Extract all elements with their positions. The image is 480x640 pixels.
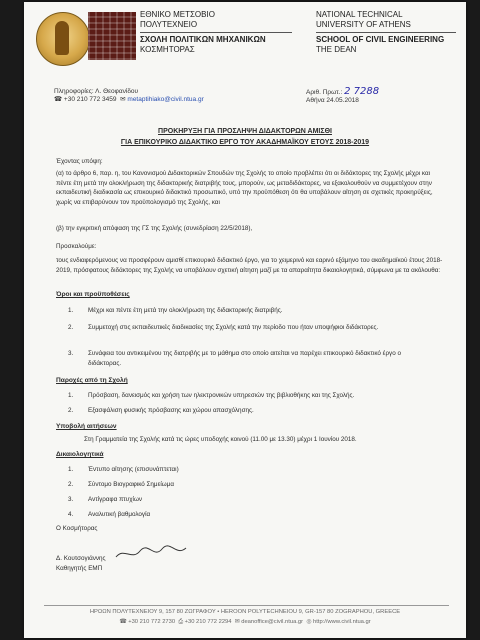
footer-phone: +30 210 772 2730	[128, 619, 176, 625]
footer-divider	[44, 605, 449, 606]
header-left-line-1: ΕΘΝΙΚΟ ΜΕΤΣΟΒΙΟ	[140, 10, 215, 19]
protocol-number: 2 7288	[344, 86, 380, 97]
protocol-date: Αθήνα 24.05.2018	[306, 97, 359, 104]
terms-heading: Όροι και προϋποθέσεις	[56, 291, 130, 298]
contact-phone: +30 210 772 3459	[63, 96, 117, 103]
having-regard-label: Έχοντας υπόψη:	[56, 158, 103, 165]
email-icon: ✉	[234, 619, 240, 625]
header-left	[140, 10, 292, 55]
contact-info	[54, 88, 204, 104]
signature-name: Δ. Κουτσογιάννης	[56, 555, 106, 562]
header-left-line-4: ΚΟΣΜΗΤΟΡΑΣ	[140, 45, 195, 54]
header-right-line-4: THE DEAN	[316, 45, 357, 54]
footer-contacts	[24, 619, 466, 626]
documents-heading: Δικαιολογητικά	[56, 451, 104, 458]
globe-icon: ◎	[306, 619, 312, 625]
header-right-rule	[316, 32, 456, 33]
footer-address: ΗΡΩΩΝ ΠΟΛΥΤΕΧΝΕΙΟΥ 9, 157 80 ΖΩΓΡΑΦΟΥ • HEROON POLYTECHNEIOU 9, GR-157 80 ZOGRAPHOU, GREECE	[89, 609, 401, 615]
phone-icon: ☎	[119, 619, 127, 625]
paragraph-invite: τους ενδιαφερόμενους να προσφέρουν αμισθί επικουρικό διδακτικό έργο, για το χειμερινό και εαρινό εξάμηνο του ακαδημαϊκού έτους 2018-2019, πρόσφατους διδάκτορες της Σχολής να υποβάλουν σχετική αίτηση μαζί με τα απαραίτητα δικαιολογητικά, σύμφωνα με τα ακόλουθα:	[56, 257, 443, 274]
footer-web[interactable]: http://www.civil.ntua.gr	[313, 619, 371, 625]
header-left-line-2: ΠΟΛΥΤΕΧΝΕΙΟ	[140, 20, 198, 29]
signature-role: Ο Κοσμήτορας	[56, 525, 98, 532]
protocol-label: Αριθ. Πρωτ.:	[306, 89, 343, 96]
paragraph-b: (β) την εγκριτική απόφαση της ΓΣ της Σχολής (συνεδρίαση 22/5/2018),	[56, 225, 253, 232]
provisions-heading: Παροχές από τη Σχολή	[56, 377, 128, 384]
announcement-title: ΠΡΟΚΗΡΥΞΗ ΓΙΑ ΠΡΟΣΛΗΨΗ ΔΙΔΑΚΤΟΡΩΝ ΑΜΙΣΘΙ	[158, 128, 332, 135]
footer-email[interactable]: deanoffice@civil.ntua.gr	[241, 619, 304, 625]
protocol-block	[306, 88, 379, 105]
header-right-line-3: SCHOOL OF CIVIL ENGINEERING	[316, 35, 445, 44]
document-page: ΕΘΝΙΚΟ ΜΕΤΣΟΒΙΟ ΠΟΛΥΤΕΧΝΕΙΟ ΣΧΟΛΗ ΠΟΛΙΤΙΚΩΝ ΜΗΧΑΝΙΚΩΝ ΚΟΣΜΗΤΟΡΑΣ NATIONAL TECHNICAL UNIVERSITY OF ATHENS SCHOOL OF CIVIL ENGINEERING THE DEAN Πληροφορίες: Λ. Θεοφανίδου ☎ +30 210 772 3459 ✉ metaptihiako@civil.ntua.gr Αριθ. Πρωτ.: 2 7288 Αθήνα 24.05.2018 ΠΡΟΚΗΡΥΞΗ ΓΙΑ ΠΡΟΣΛΗΨΗ ΔΙΔΑΚΤΟΡΩΝ ΑΜΙΣΘΙ ΓΙΑ ΕΠΙΚΟΥΡΙΚΟ ΔΙΔΑΚΤΙΚΟ ΕΡΓΟ ΤΟΥ ΑΚΑΔΗΜΑΪΚΟΥ ΕΤΟΥΣ 2018-2019 Έχοντας υπόψη: (α) το άρθρο 6, παρ. η, του Κανονισμού Διδακτορικών Σπουδών της Σχολής το οποίο προβλέπει ότι οι διδάκτορες της Σχολής μέχρι και πέντε έτη μετά την ολοκλήρωση της διδακτορικής διατριβής τους, μπορούν, ως μεταδιδάκτορες, να εξακολουθούν να συμμετέχουν στην εκπαιδευτική διαδικασία ως επικουρικό διδακτικό προσωπικό, υπό την προϋπόθεση ότι θα υποβάλουν αίτηση σε σχετικές προκηρύξεις, χωρίς να επιβαρύνουν τον προϋπολογισμό της Σχολής, και (β) την εγκριτική απόφαση της ΓΣ της Σχολής (συνεδρίαση 22/5/2018), Προσκαλούμε: τους ενδιαφερόμενους να προσφέρουν αμισθί επικουρικό διδακτικό έργο, για το χειμερινό και εαρινό εξάμηνο του ακαδημαϊκού έτους 2018-2019, πρόσφατους διδάκτορες της Σχολής να υποβάλουν σχετική αίτηση μαζί με τα απαραίτητα δικαιολογητικά, σύμφωνα με τα ακόλουθα: Όροι και προϋποθέσεις 1. Μέχρι και πέντε έτη μετά την ολοκλήρωση της διδακτορικής διατριβής. 2. Συμμετοχή στις εκπαιδευτικές διαδικασίες της Σχολής κατά την περίοδο που ήταν υποψήφιοι διδάκτορες. 3. Συνάφεια του αντικειμένου της διατριβής με το μάθημα στο οποίο αιτείται να παρέχει επικουρικό διδακτικό έργο ο διδάκτορας. Παροχές από τη Σχολή 1. Πρόσβαση, δανεισμός και χρήση των ηλεκτρονικών υπηρεσιών της βιβλιοθήκης και της Σχολής. 2. Εξασφάλιση φυσικής πρόσβασης και χώρου απασχόλησης. Υποβολή αιτήσεων Στη Γραμματεία της Σχολής κατά τις ώρες υποδοχής κοινού (11.00 με 13.30) μέχρι 1 Ιουνίου 2018. Δικαιολογητικά 1. Έντυπο αίτησης (επισυνάπτεται) 2. Σύντομο Βιογραφικό Σημείωμα 3. Αντίγραφα πτυχίων 4. Αναλυτική βαθμολογία Ο Κοσμήτορας Δ. Κουτσογιάννης Καθηγητής ΕΜΠ ΗΡΩΩΝ ΠΟΛΥΤΕΧΝΕΙΟΥ 9, 157 80 ΖΩΓΡΑΦΟΥ • HEROON POLYTECHNEIOU 9, GR-157 80 ZOGRAPHOU, GREECE ☎ +30 210 772 2730 ⎙ +30 210 772 2294 ✉ deanoffice@civil.ntua.gr ◎ http://www.civil.ntua.gr	[24, 2, 466, 638]
contact-email[interactable]: metaptihiako@civil.ntua.gr	[127, 96, 204, 103]
signature-title: Καθηγητής ΕΜΠ	[56, 565, 103, 572]
header-right-line-1: NATIONAL TECHNICAL	[316, 10, 403, 19]
ntua-seal-logo	[36, 12, 90, 66]
phone-icon: ☎	[54, 96, 63, 103]
header-left-line-3: ΣΧΟΛΗ ΠΟΛΙΤΙΚΩΝ ΜΗΧΑΝΙΚΩΝ	[140, 35, 266, 44]
footer-fax: +30 210 772 2294	[184, 619, 232, 625]
applications-heading: Υποβολή αιτήσεων	[56, 423, 117, 430]
fax-icon: ⎙	[178, 619, 183, 625]
announcement-subtitle: ΓΙΑ ΕΠΙΚΟΥΡΙΚΟ ΔΙΔΑΚΤΙΚΟ ΕΡΓΟ ΤΟΥ ΑΚΑΔΗΜΑΪΚΟΥ ΕΤΟΥΣ 2018-2019	[120, 139, 370, 146]
invite-label: Προσκαλούμε:	[56, 243, 97, 250]
email-icon: ✉	[120, 96, 126, 103]
applications-text: Στη Γραμματεία της Σχολής κατά τις ώρες υποδοχής κοινού (11.00 με 13.30) μέχρι 1 Ιουνίου 2018.	[84, 436, 357, 443]
school-emblem-logo	[88, 12, 136, 60]
info-label: Πληροφορίες: Λ. Θεοφανίδου	[54, 88, 139, 95]
header-right-line-2: UNIVERSITY OF ATHENS	[316, 20, 411, 29]
header-right	[316, 10, 456, 55]
paragraph-a: (α) το άρθρο 6, παρ. η, του Κανονισμού Διδακτορικών Σπουδών της Σχολής το οποίο προβλέπει ότι οι διδάκτορες της Σχολής μέχρι και πέντε έτη μετά την ολοκλήρωση της διδακτορικής διατριβής τους, μπορούν, ως μεταδιδάκτορες, να εξακολουθούν να συμμετέχουν στην εκπαιδευτική διαδικασία ως επικουρικό διδακτικό προσωπικό, υπό την προϋπόθεση ότι θα υποβάλουν αίτηση σε σχετικές προκηρύξεις, χωρίς να επιβαρύνουν τον προϋπολογισμό της Σχολής, και	[56, 170, 433, 206]
header-left-rule	[140, 32, 292, 33]
